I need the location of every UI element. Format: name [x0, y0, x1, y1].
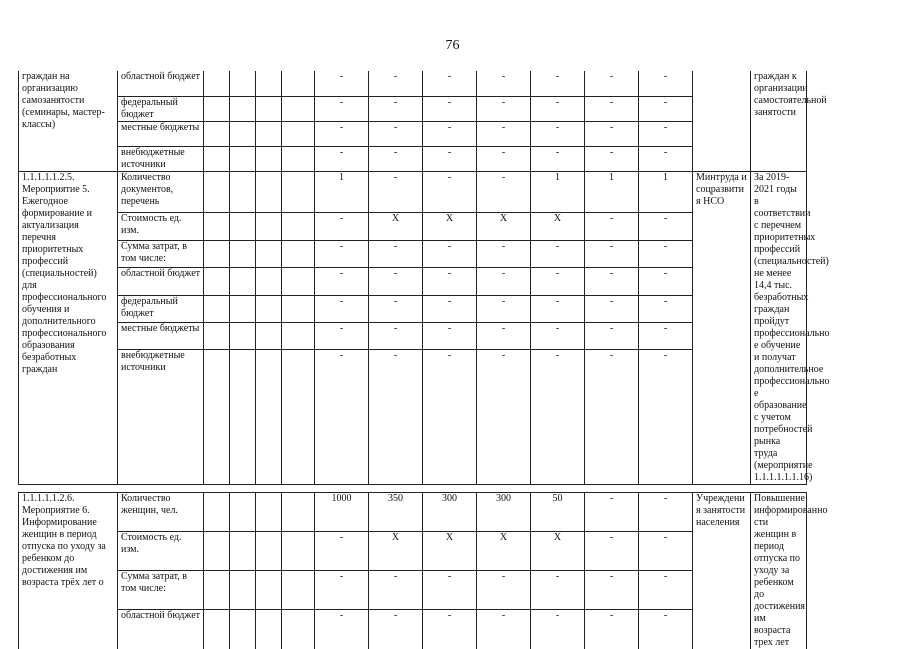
- indicator-label: Количество женщин, чел.: [118, 492, 204, 531]
- value-cell: -: [423, 609, 477, 648]
- value-cell: -: [477, 295, 531, 322]
- value-cell: 1: [639, 171, 693, 213]
- value-cell: -: [477, 121, 531, 146]
- value-cell: X: [423, 531, 477, 570]
- empty-cell: [204, 295, 230, 322]
- value-cell: -: [531, 240, 585, 267]
- empty-cell: [256, 531, 282, 570]
- value-cell: -: [315, 295, 369, 322]
- value-cell: -: [531, 71, 585, 96]
- value-cell: -: [315, 323, 369, 350]
- empty-cell: [230, 171, 256, 213]
- value-cell: -: [639, 121, 693, 146]
- value-cell: -: [531, 323, 585, 350]
- indicator-label: Стоимость ед. изм.: [118, 213, 204, 240]
- value-cell: -: [315, 531, 369, 570]
- empty-cell: [256, 268, 282, 295]
- empty-cell: [230, 146, 256, 171]
- value-cell: -: [585, 350, 639, 484]
- activity-cell: граждан на организацию самозанятости (семинары, мастер-классы): [19, 71, 118, 171]
- empty-cell: [256, 609, 282, 648]
- table-row: [19, 71, 894, 96]
- empty-cell: [230, 531, 256, 570]
- value-cell: -: [639, 96, 693, 121]
- result-cell: Повышение информированно сти женщин в период отпуска по уходу за ребенком до достижения им возраста трех лет: [751, 492, 807, 649]
- value-cell: -: [585, 146, 639, 171]
- empty-cell: [230, 295, 256, 322]
- value-cell: -: [477, 609, 531, 648]
- empty-cell: [282, 492, 315, 531]
- value-cell: 350: [369, 492, 423, 531]
- empty-cell: [204, 531, 230, 570]
- indicator-label: Количество документов, перечень: [118, 171, 204, 213]
- value-cell: -: [315, 350, 369, 484]
- empty-cell: [204, 492, 230, 531]
- value-cell: -: [369, 268, 423, 295]
- empty-cell: [230, 71, 256, 96]
- indicator-label: областной бюджет: [118, 268, 204, 295]
- activity-cell: 1.1.1.1.1.2.5. Мероприятие 5. Ежегодное формирование и актуализация перечня приоритетных профессий (специальностей) для профессионального обучения и дополнительного профессионального образования безработных граждан: [19, 171, 118, 484]
- value-cell: -: [369, 96, 423, 121]
- empty-cell: [282, 295, 315, 322]
- value-cell: -: [585, 240, 639, 267]
- value-cell: -: [639, 323, 693, 350]
- value-cell: -: [369, 240, 423, 267]
- value-cell: -: [423, 295, 477, 322]
- value-cell: -: [423, 240, 477, 267]
- value-cell: -: [315, 71, 369, 96]
- value-cell: 300: [477, 492, 531, 531]
- empty-cell: [204, 121, 230, 146]
- value-cell: -: [639, 609, 693, 648]
- indicator-label: федеральный бюджет: [118, 295, 204, 322]
- value-cell: -: [369, 121, 423, 146]
- value-cell: -: [369, 71, 423, 96]
- value-cell: X: [423, 213, 477, 240]
- value-cell: -: [369, 609, 423, 648]
- empty-cell: [230, 121, 256, 146]
- value-cell: -: [423, 171, 477, 213]
- value-cell: -: [423, 570, 477, 609]
- empty-cell: [256, 146, 282, 171]
- value-cell: -: [585, 609, 639, 648]
- value-cell: 50: [531, 492, 585, 531]
- value-cell: -: [315, 609, 369, 648]
- indicator-label: областной бюджет: [118, 71, 204, 96]
- empty-cell: [204, 240, 230, 267]
- value-cell: X: [369, 213, 423, 240]
- value-cell: -: [423, 71, 477, 96]
- indicator-label: федеральный бюджет: [118, 96, 204, 121]
- value-cell: 1: [315, 171, 369, 213]
- empty-cell: [256, 570, 282, 609]
- value-cell: -: [639, 268, 693, 295]
- value-cell: 1: [531, 171, 585, 213]
- value-cell: -: [477, 268, 531, 295]
- value-cell: -: [315, 570, 369, 609]
- value-cell: -: [531, 350, 585, 484]
- value-cell: -: [423, 121, 477, 146]
- empty-cell: [282, 350, 315, 484]
- block-gap-cell: [19, 484, 894, 492]
- empty-cell: [204, 268, 230, 295]
- empty-cell: [256, 96, 282, 121]
- empty-cell: [282, 570, 315, 609]
- empty-cell: [256, 492, 282, 531]
- value-cell: -: [585, 295, 639, 322]
- value-cell: -: [315, 121, 369, 146]
- value-cell: -: [585, 268, 639, 295]
- value-cell: -: [531, 570, 585, 609]
- value-cell: -: [639, 295, 693, 322]
- value-cell: -: [315, 268, 369, 295]
- empty-cell: [204, 323, 230, 350]
- empty-cell: [204, 570, 230, 609]
- value-cell: -: [531, 121, 585, 146]
- value-cell: -: [639, 531, 693, 570]
- table-row: [19, 171, 894, 213]
- empty-cell: [256, 213, 282, 240]
- value-cell: -: [531, 268, 585, 295]
- value-cell: 1: [585, 171, 639, 213]
- executor-cell: Минтруда и соцразвити я НСО: [693, 171, 751, 484]
- empty-cell: [230, 96, 256, 121]
- value-cell: -: [639, 146, 693, 171]
- value-cell: -: [477, 323, 531, 350]
- value-cell: X: [477, 531, 531, 570]
- value-cell: -: [585, 121, 639, 146]
- activity-cell: 1.1.1.1.1.2.6. Мероприятие 6. Информирование женщин в период отпуска по уходу за ребенком до достижения им возраста трёх лет о: [19, 492, 118, 649]
- value-cell: X: [531, 531, 585, 570]
- value-cell: -: [585, 492, 639, 531]
- empty-cell: [230, 323, 256, 350]
- value-cell: -: [477, 570, 531, 609]
- value-cell: X: [477, 213, 531, 240]
- empty-cell: [282, 268, 315, 295]
- value-cell: 1000: [315, 492, 369, 531]
- value-cell: -: [369, 323, 423, 350]
- empty-cell: [204, 350, 230, 484]
- value-cell: -: [639, 71, 693, 96]
- value-cell: -: [423, 350, 477, 484]
- empty-cell: [256, 323, 282, 350]
- empty-cell: [282, 240, 315, 267]
- result-cell: За 2019-2021 годы в соответствии с перечнем приоритетных профессий (специальностей) не менее 14,4 тыс. безработных граждан пройдут профессионально е обучение и получат дополнительное профессионально е образование с учетом потребностей рынка труда (мероприятие 1.1.1.1.1.1.16): [751, 171, 807, 484]
- value-cell: -: [477, 71, 531, 96]
- empty-cell: [204, 96, 230, 121]
- empty-cell: [282, 213, 315, 240]
- indicator-label: местные бюджеты: [118, 323, 204, 350]
- indicator-label: внебюджетные источники: [118, 350, 204, 484]
- value-cell: -: [423, 146, 477, 171]
- value-cell: -: [315, 240, 369, 267]
- value-cell: -: [585, 213, 639, 240]
- value-cell: -: [639, 240, 693, 267]
- executor-cell: [693, 71, 751, 171]
- value-cell: -: [639, 570, 693, 609]
- empty-cell: [204, 71, 230, 96]
- value-cell: -: [639, 213, 693, 240]
- empty-cell: [230, 609, 256, 648]
- indicator-label: Стоимость ед. изм.: [118, 531, 204, 570]
- value-cell: -: [531, 96, 585, 121]
- empty-cell: [204, 609, 230, 648]
- empty-cell: [230, 240, 256, 267]
- empty-cell: [256, 171, 282, 213]
- value-cell: -: [423, 323, 477, 350]
- block-gap: [19, 484, 894, 492]
- value-cell: -: [531, 295, 585, 322]
- empty-cell: [256, 295, 282, 322]
- executor-cell: Учреждени я занятости населения: [693, 492, 751, 649]
- value-cell: -: [477, 350, 531, 484]
- value-cell: -: [369, 570, 423, 609]
- value-cell: 300: [423, 492, 477, 531]
- value-cell: -: [585, 323, 639, 350]
- empty-cell: [282, 146, 315, 171]
- program-activities-table: [18, 71, 894, 649]
- empty-cell: [282, 609, 315, 648]
- empty-cell: [230, 268, 256, 295]
- value-cell: -: [477, 171, 531, 213]
- empty-cell: [282, 96, 315, 121]
- value-cell: -: [531, 609, 585, 648]
- empty-cell: [282, 121, 315, 146]
- page-number: 76: [445, 38, 460, 53]
- value-cell: -: [423, 268, 477, 295]
- value-cell: -: [369, 350, 423, 484]
- indicator-label: Сумма затрат, в том числе:: [118, 570, 204, 609]
- empty-cell: [230, 350, 256, 484]
- value-cell: -: [315, 96, 369, 121]
- indicator-label: Сумма затрат, в том числе:: [118, 240, 204, 267]
- empty-cell: [230, 492, 256, 531]
- value-cell: -: [369, 171, 423, 213]
- value-cell: -: [315, 213, 369, 240]
- empty-cell: [282, 171, 315, 213]
- value-cell: X: [531, 213, 585, 240]
- value-cell: -: [477, 146, 531, 171]
- table-row: [19, 492, 894, 531]
- value-cell: -: [477, 240, 531, 267]
- value-cell: -: [585, 71, 639, 96]
- value-cell: X: [369, 531, 423, 570]
- empty-cell: [256, 121, 282, 146]
- result-cell: граждан к организации самостоятельной занятости: [751, 71, 807, 171]
- empty-cell: [282, 323, 315, 350]
- empty-cell: [282, 71, 315, 96]
- value-cell: -: [639, 350, 693, 484]
- value-cell: -: [585, 531, 639, 570]
- value-cell: -: [531, 146, 585, 171]
- empty-cell: [230, 213, 256, 240]
- empty-cell: [256, 71, 282, 96]
- empty-cell: [282, 531, 315, 570]
- value-cell: -: [369, 146, 423, 171]
- value-cell: -: [315, 146, 369, 171]
- value-cell: -: [585, 96, 639, 121]
- empty-cell: [256, 350, 282, 484]
- indicator-label: местные бюджеты: [118, 121, 204, 146]
- indicator-label: внебюджетные источники: [118, 146, 204, 171]
- value-cell: -: [477, 96, 531, 121]
- empty-cell: [204, 146, 230, 171]
- value-cell: -: [369, 295, 423, 322]
- value-cell: -: [423, 96, 477, 121]
- empty-cell: [230, 570, 256, 609]
- empty-cell: [204, 171, 230, 213]
- value-cell: -: [585, 570, 639, 609]
- empty-cell: [204, 213, 230, 240]
- value-cell: -: [639, 492, 693, 531]
- indicator-label: областной бюджет: [118, 609, 204, 648]
- empty-cell: [256, 240, 282, 267]
